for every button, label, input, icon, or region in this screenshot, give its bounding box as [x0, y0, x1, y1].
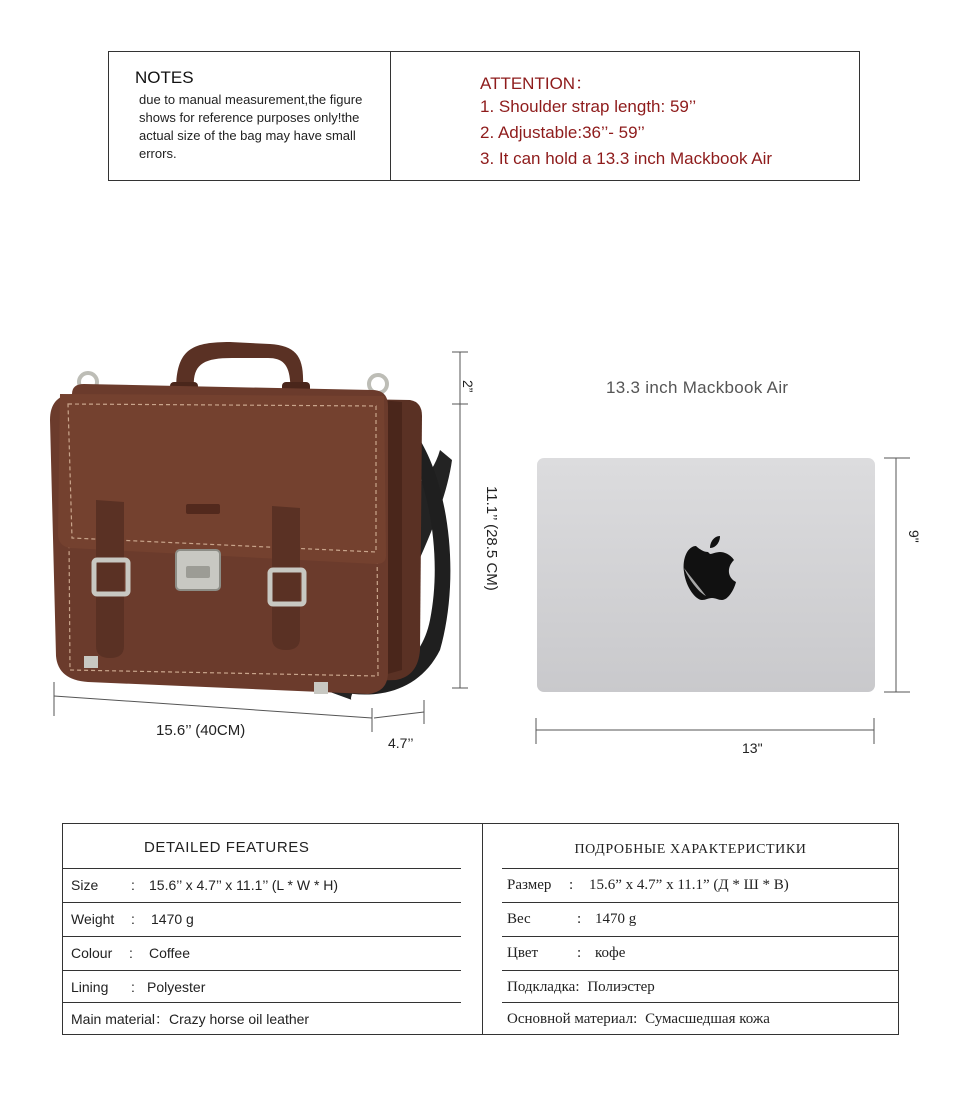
row-separator: : [131, 979, 135, 995]
row-separator: : [577, 945, 582, 961]
laptop-width-label: 13" [742, 740, 763, 756]
row-value: кофе [595, 945, 626, 961]
row-separator: : [633, 1011, 638, 1027]
table-row [63, 868, 461, 900]
row-key: Основной материал [507, 1011, 634, 1027]
table-row [502, 970, 899, 1002]
row-separator: : [131, 877, 135, 893]
row-separator: : [129, 945, 133, 961]
features-heading-en: DETAILED FEATURES [144, 839, 310, 856]
foot-left [84, 656, 98, 668]
row-value: Polyester [147, 979, 206, 995]
table-row [63, 902, 461, 934]
lock-button [186, 566, 210, 578]
table-row [63, 970, 461, 1002]
row-value: 1470 g [151, 911, 194, 927]
strap-right [272, 506, 300, 650]
bag-length-label: 15.6’’ (40CM) [156, 722, 246, 739]
attention-item: 2. Adjustable:36’’- 59’’ [480, 123, 645, 142]
attention-item: 1. Shoulder strap length: 59’’ [480, 97, 697, 116]
box-divider [390, 52, 391, 180]
features-heading-ru: ПОДРОБНЫЕ ХАРАКТЕРИСТИКИ [574, 842, 807, 857]
briefcase-illustration [0, 320, 520, 780]
row-value: Crazy horse oil leather [169, 1011, 310, 1027]
notes-title: NOTES [135, 68, 194, 87]
row-key: Weight [71, 911, 115, 927]
row-key: Colour [71, 945, 113, 961]
row-key: Подкладка [507, 979, 576, 995]
features-table-ru [482, 823, 899, 1035]
bag-handle-height-label: 2” [460, 380, 476, 393]
row-separator: : [575, 979, 580, 995]
attention-title: ATTENTION： [480, 74, 593, 93]
brand-logo [186, 504, 220, 514]
row-value: 15.6” x 4.7” x 11.1” (Д * Ш * В) [589, 877, 789, 893]
row-value: Полиэстер [587, 979, 655, 995]
row-separator: : [577, 911, 582, 927]
laptop-title: 13.3 inch Mackbook Air [606, 378, 789, 397]
notes-attention-box [108, 51, 860, 181]
row-separator: : [131, 911, 135, 927]
table-row [63, 936, 461, 968]
row-key: Size [71, 877, 99, 893]
attention-list [480, 94, 772, 172]
foot-right [314, 682, 328, 694]
row-separator: ： [155, 1011, 170, 1027]
table-row [63, 1002, 461, 1034]
laptop-illustration [530, 450, 930, 760]
row-key: Lining [71, 979, 109, 995]
row-key: Цвет [507, 945, 539, 961]
row-key: Вес [507, 911, 531, 927]
row-value: Сумасшедшая кожа [645, 1011, 770, 1027]
table-row [502, 902, 899, 934]
row-value: Coffee [149, 945, 190, 961]
attention-item: 3. It can hold a 13.3 inch Mackbook Air [480, 149, 773, 168]
laptop-height-label: 9" [906, 530, 922, 543]
table-row [502, 868, 899, 900]
row-separator: : [569, 877, 574, 893]
row-key: Main material [71, 1011, 156, 1027]
strap-left [96, 500, 124, 658]
bag-height-label: 11.1’’ (28.5 CM) [483, 486, 500, 591]
row-value: 1470 g [595, 911, 637, 927]
row-key: Размер [507, 877, 552, 893]
table-row [502, 1002, 899, 1034]
notes-body: due to manual measurement,the figure shows for reference purposes only!the actual size of the bag may have small errors. [139, 92, 363, 161]
table-row [502, 936, 899, 968]
row-value: 15.6’’ x 4.7’’ x 11.1’’ (L * W * H) [149, 877, 339, 893]
features-table-en [62, 823, 482, 1035]
bag-depth-label: 4.7’’ [388, 735, 414, 751]
